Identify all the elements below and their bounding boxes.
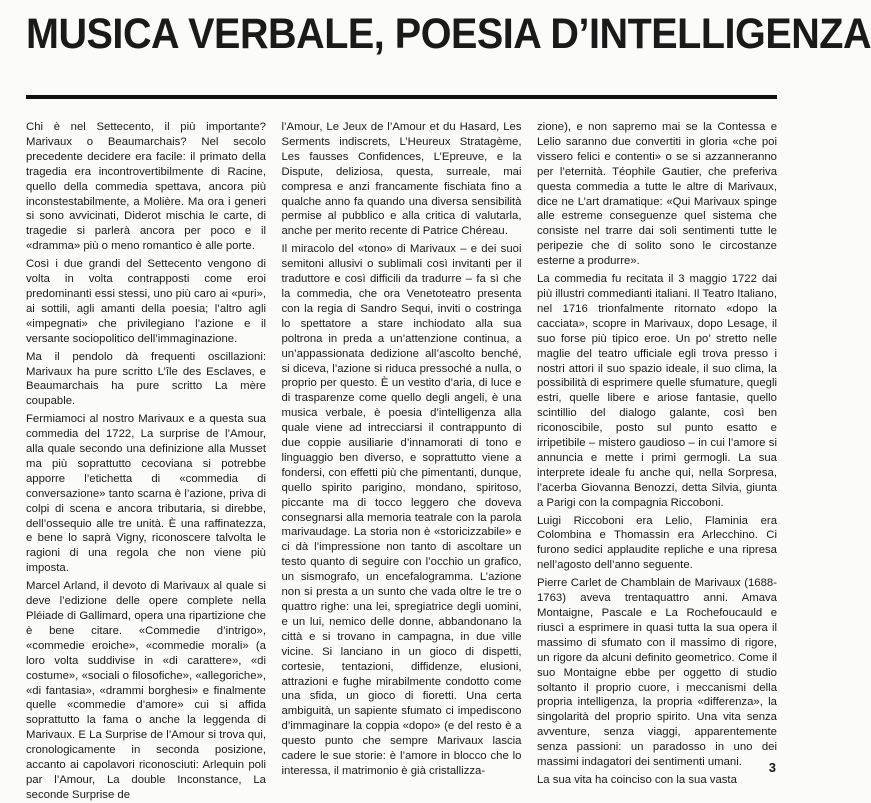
- paragraph: La sua vita ha coinciso con la sua vasta: [537, 773, 737, 786]
- column-2: [281, 120, 522, 777]
- page-number: 3: [768, 760, 776, 775]
- column-3: [537, 120, 777, 786]
- paragraph: l’Amour, Le Jeux de l’Amour et du Hasard, Les Serments indiscrets, L’Heureux Stratagème, Les fausses Confidences, L’Epreuve, e la Dispute, deliziosa, questa, surreale, mai compresa e anzi francamente fischiata fino a qualche anno fa quando una diversa sensibilità permise al pubblico e alla critica di valutarla, anche per merito recente di Patrice Chéreau.: [281, 121, 522, 238]
- title-rule: [26, 95, 777, 99]
- paragraph: Luigi Riccoboni era Lelio, Flaminia era Colombina e Thomassin era Arlecchino. Ci furono sedici applaudite repliche e una ripresa nell’agosto dell’anno seguente.: [537, 514, 777, 572]
- paragraph: zione), e non sapremo mai se la Contessa e Lelio saranno due convertiti in gloria «che poi vissero felici e contenti» o se si azzanneranno per l’eternità. Téophile Gautier, che preferiva questa commedia a tutte le altre di Marivaux, dice ne L’art dramatique: «Qui Marivaux spinge alle estreme conseguenze quel sistema che consiste nel trarre dai soli sentimenti tutte le peripezie che di solito sono le circostanze esterne a produrre».: [537, 121, 777, 268]
- column-1: [26, 120, 266, 801]
- paragraph: Il miracolo del «tono» di Marivaux – e dei suoi semitoni allusivi o sublimali così invitanti per il traduttore e così difficili da tradurre – fa sì che la commedia, che ora Venetoteatro presenta con la regia di Sandro Sequi, inviti o costringa lo spettatore a stare inchiodato alla sua poltrona in preda a un’attenzione continua, a un’appassionata dedizione all’ascolto benché, si diceva, l’azione si riduca pressoché a nulla, o proprio per questo. È un vestito d’aria, di luce e di trasparenze come quello degli angeli, è una musica verbale, è poesia d’intelligenza alla quale viene ad intrecciarsi il contrappunto di due coppie ausiliarie d’innamorati di tono e linguaggio ben diverso, e soprattutto viene a fondersi, con effetti più che pimentanti, dunque, quello spirito parigino, mondano, spiritoso, piccante ma di tocco leggero che doveva consegnarsi alla memoria teatrale con la parola marivaudage. La storia non è «storicizzabile» e ci dà l’impressione non tanto di ascoltare un testo quanto di seguire con l’occhio un grafico, un sismografo, un encefalogramma. L’azione non si presta a un sunto che vada oltre le tre o quattro righe: una lei, spregiatrice degli uomini, e un lui, nemico delle donne, abbandonano la città e si trovano in campagna, in due ville vicine. Si lanciano in un gioco di dispetti, cortesie, tentazioni, diffidenze, elusioni, attrazioni e fughe mirabilmente condotto come una sfida, un gioco di fioretti. Una certa ambiguità, un sapiente sfumato ci impediscono d’immaginare la coppia «dopo» (e del resto è a questo punto che sempre Marivaux lascia cadere le sue storie: è l’amore in blocco che lo interessa, il matrimonio è già cristallizza-: [281, 243, 522, 777]
- article-body: [26, 120, 777, 801]
- paragraph: Così i due grandi del Settecento vengono di volta in volta contrapposti come eroi predominanti essi stessi, uno più caro ai «puri», ai sottili, agli amanti della poesia; l’altro agli «impegnati» che privilegiano l’azione e il versante sociopolitico dell’immaginazione.: [26, 258, 266, 345]
- paragraph: Ma il pendolo dà frequenti oscillazioni: Marivaux ha pure scritto L’île des Esclaves, e Beaumarchais ha pure scritto La mère coupable.: [26, 350, 266, 408]
- paragraph: Chi è nel Settecento, il più importante? Marivaux o Beaumarchais? Nel secolo precedente decidere era facile: il primato della tragedia era incontrovertibilmente di Racine, quello della commedia spettava, ancora più inconstestabilmente, a Molière. Ma ora i generi si sono avvicinati, Diderot mischia le carte, di tragedie si parlerà ancora per poco e il «dramma» più o meno romantico è alle porte.: [26, 121, 266, 253]
- page-title: MUSICA VERBALE, POESIA D’INTELLIGENZA: [26, 11, 871, 58]
- paragraph: La commedia fu recitata il 3 maggio 1722 dai più illustri commedianti italiani. Il Teatro Italiano, nel 1716 trionfalmente ritornato «dopo la cacciata», scopre in Marivaux, dopo Lesage, il suo forse più tipico eroe. Un po’ stretto nelle maglie del teatro ufficiale egli trova presso i nostri attori il suo spazio ideale, il suo clima, la possibilità di esprimere quelle sfumature, quegli estri, quelle libere e ariose fantasie, quello scintillio del dialogo galante, così ben riconoscibile, posto sul punto esatto e irripetibile – mistero gaudioso – in cui l’amore si annuncia e mette i primi germogli. La sua interprete ideale fu anche qui, nella Sorpresa, l’acerba Giovanna Benozzi, detta Silvia, giunta a Parigi con la compagnia Riccoboni.: [537, 273, 777, 509]
- paragraph: Pierre Carlet de Chamblain de Marivaux (1688-1763) aveva trentaquattro anni. Amava Montaigne, Pascale e La Rochefoucauld e riuscì a esprimere in quasi tutta la sua opera il massimo di sfumato con il massimo di rigore, un rigore da alcuni definito geometrico. Come il suo Montaigne ebbe per oggetto di studio soltanto il proprio cuore, i meccanismi della propria intelligenza, la propria «differenza», la singolarità del proprio spirito. Una vita senza avventure, senza viaggi, apparentemente senza passioni: un paradosso in uno dei massimi indagatori dei sentimenti umani.: [537, 577, 777, 769]
- paragraph: Marcel Arland, il devoto di Marivaux al quale si deve l’edizione delle opere complete nella Pléiade di Gallimard, opera una ripartizione che è bene citare. «Commedie d’intrigo», «commedie eroiche», «commedie morali» (a loro volta suddivise in «di carattere», «di costume», «sociali o filosofiche», «allegoriche», «di fantasia», «drammi borghesi» e finalmente quelle «commedie d’amore» cui si affida soprattutto la fama o anche la leggenda di Marivaux. E La Surprise de l’Amour si trova qui, cronologicamente in seconda posizione, accanto ai capolavori riconosciuti: Arlequin poli par l’Amour, La double Inconstance, La seconde Surprise de: [26, 580, 266, 801]
- paragraph: Fermiamoci al nostro Marivaux e a questa sua commedia del 1722, La surprise de l’Amour, alla quale secondo una definizione alla Musset ma più soprattutto cecoviana si potrebbe apporre l’etichetta di «commedia di conversazione» tanto scarna è l’azione, priva di colpi di scena e ancora tributaria, si direbbe, dell’ossequio alle tre unità. È una raffinatezza, e bene lo saprà Vigny, riconoscere talvolta le ragioni di una regola che non viene più imposta.: [26, 413, 266, 575]
